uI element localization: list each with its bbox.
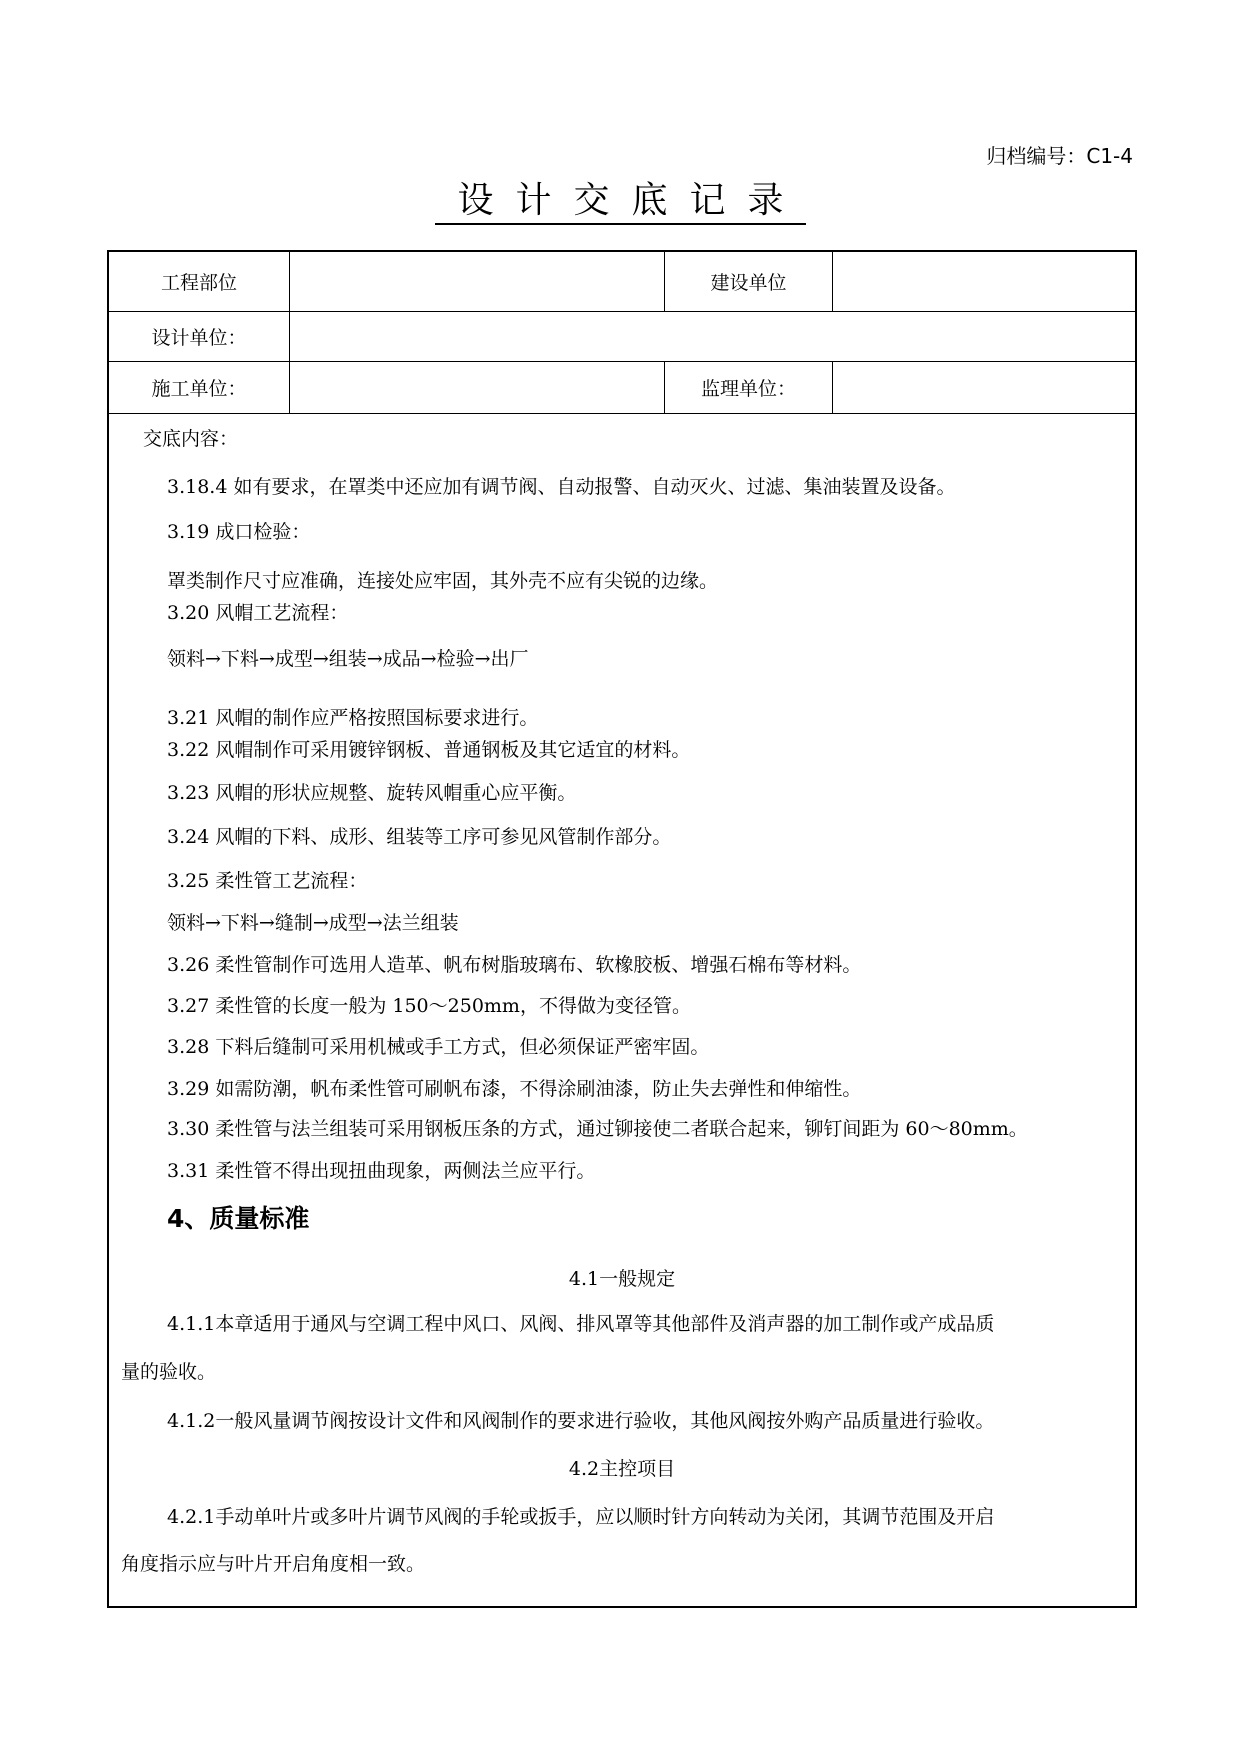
content-line: 3.19 成口检验： — [167, 521, 311, 543]
content-line: 罩类制作尺寸应准确，连接处应牢固，其外壳不应有尖锐的边缘。 — [167, 570, 719, 592]
content-line: 领料→下料→成型→组装→成品→检验→出厂 — [167, 648, 529, 670]
subsection-heading: 4.2主控项目 — [568, 1458, 676, 1480]
content-line: 3.24 风帽的下料、成形、组装等工序可参见风管制作部分。 — [167, 826, 672, 848]
content-line: 3.20 风帽工艺流程： — [167, 602, 349, 624]
subsection-heading: 4.1一般规定 — [568, 1268, 676, 1290]
record-form — [107, 250, 1137, 1608]
briefing-content — [109, 414, 1135, 1606]
contractor-label: 施工单位： — [151, 378, 247, 400]
section-heading: 4、质量标准 — [167, 1204, 310, 1233]
row-contractor — [109, 362, 1135, 414]
archive-number: 归档编号：C1-4 — [986, 144, 1133, 168]
design-unit-label: 设计单位： — [151, 327, 247, 349]
document-title: 设计交底记录 — [435, 180, 805, 225]
contractor-field[interactable] — [289, 362, 664, 413]
content-line: 3.29 如需防潮，帆布柔性管可刷帆布漆，不得涂刷油漆，防止失去弹性和伸缩性。 — [167, 1078, 862, 1100]
content-line: 3.26 柔性管制作可选用人造革、帆布树脂玻璃布、软橡胶板、增强石棉布等材料。 — [167, 954, 862, 976]
content-line: 3.23 风帽的形状应规整、旋转风帽重心应平衡。 — [167, 782, 577, 804]
paragraph-line: 量的验收。 — [121, 1361, 217, 1383]
content-line: 3.28 下料后缝制可采用机械或手工方式，但必须保证严密牢固。 — [167, 1036, 710, 1058]
design-unit-field[interactable] — [289, 312, 1135, 361]
project-part-label: 工程部位 — [160, 272, 237, 294]
supervisor-field[interactable] — [832, 362, 1135, 413]
paragraph-line: 角度指示应与叶片开启角度相一致。 — [121, 1553, 426, 1575]
row-project-part — [109, 252, 1135, 312]
content-line: 3.21 风帽的制作应严格按照国标要求进行。 — [167, 707, 539, 729]
paragraph-line: 4.1.1本章适用于通风与空调工程中风口、风阀、排风罩等其他部件及消声器的加工制作或产成品质 — [167, 1313, 995, 1335]
construction-unit-label: 建设单位 — [664, 252, 832, 311]
supervisor-label: 监理单位： — [664, 362, 832, 413]
content-line: 3.18.4 如有要求，在罩类中还应加有调节阀、自动报警、自动灭火、过滤、集油装置及设备。 — [167, 476, 956, 498]
content-line: 3.30 柔性管与法兰组装可采用钢板压条的方式，通过铆接使二者联合起来，铆钉间距为 60～80mm。 — [167, 1118, 1028, 1140]
construction-unit-field[interactable] — [832, 252, 1135, 311]
content-line: 3.22 风帽制作可采用镀锌钢板、普通钢板及其它适宜的材料。 — [167, 739, 691, 761]
project-part-field[interactable] — [289, 252, 664, 311]
content-line: 3.31 柔性管不得出现扭曲现象，两侧法兰应平行。 — [167, 1160, 596, 1182]
paragraph-line: 4.1.2一般风量调节阀按设计文件和风阀制作的要求进行验收，其他风阀按外购产品质量进行验收。 — [167, 1410, 995, 1432]
content-line: 3.25 柔性管工艺流程： — [167, 870, 368, 892]
content-line: 领料→下料→缝制→成型→法兰组装 — [167, 912, 459, 934]
row-design-unit — [109, 312, 1135, 362]
content-line: 3.27 柔性管的长度一般为 150～250mm，不得做为变径管。 — [167, 995, 691, 1017]
paragraph-line: 4.2.1手动单叶片或多叶片调节风阀的手轮或扳手，应以顺时针方向转动为关闭，其调节范围及开启 — [167, 1506, 995, 1528]
document-title-wrapper — [0, 172, 1241, 223]
content-label: 交底内容： — [143, 428, 239, 450]
